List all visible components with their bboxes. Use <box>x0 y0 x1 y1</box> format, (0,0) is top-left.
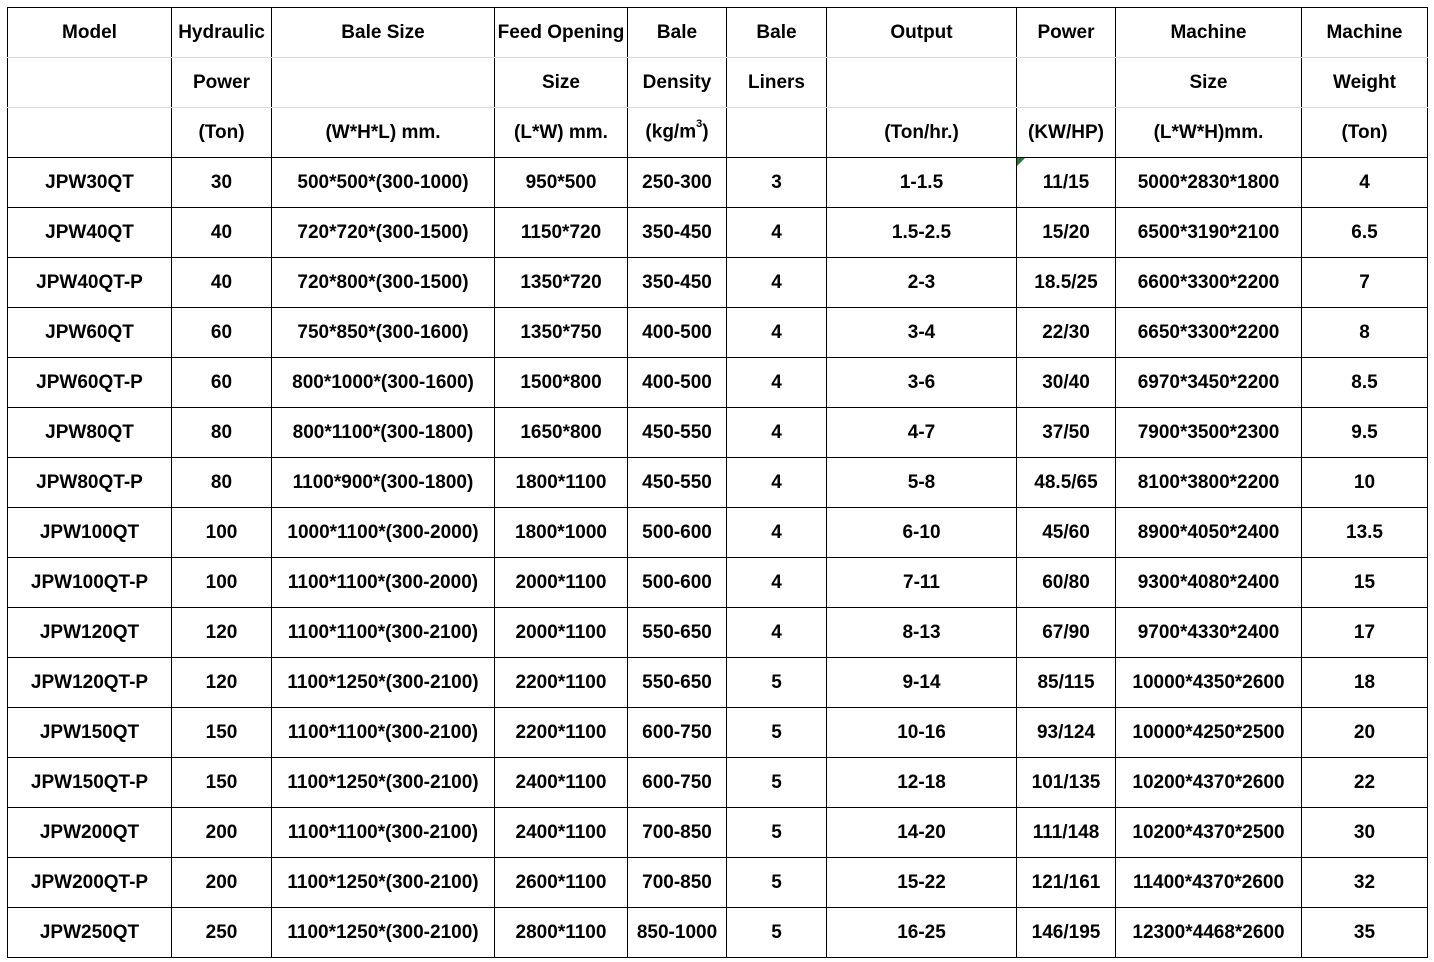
cell-output: 3-4 <box>827 308 1017 358</box>
cell-bale-liners: 3 <box>727 158 827 208</box>
header-text: Hydraulic <box>178 21 265 43</box>
header-cell-machine-size <box>1116 8 1302 58</box>
cell-hydraulic-power: 80 <box>172 408 272 458</box>
header-cell-bale-size <box>272 108 495 158</box>
cell-machine-weight: 15 <box>1302 558 1428 608</box>
cell-bale-size: 720*800*(300-1500) <box>272 258 495 308</box>
cell-machine-weight: 7 <box>1302 258 1428 308</box>
header-row <box>8 58 1428 108</box>
cell-machine-size: 9700*4330*2400 <box>1116 608 1302 658</box>
header-cell-feed-opening-size <box>495 108 628 158</box>
header-cell-power <box>1017 58 1116 108</box>
cell-bale-size: 1100*1100*(300-2000) <box>272 558 495 608</box>
header-cell-feed-opening-size <box>495 58 628 108</box>
header-text: Bale <box>656 21 698 43</box>
header-text: (KW/HP) <box>1028 121 1104 143</box>
cell-bale-liners: 4 <box>727 608 827 658</box>
table-row <box>8 808 1428 858</box>
cell-machine-size: 10000*4250*2500 <box>1116 708 1302 758</box>
header-text: (L*W*H)mm. <box>1153 121 1264 143</box>
table-row <box>8 708 1428 758</box>
cell-hydraulic-power: 100 <box>172 508 272 558</box>
cell-machine-size: 12300*4468*2600 <box>1116 908 1302 958</box>
cell-bale-liners: 4 <box>727 258 827 308</box>
header-text: Weight <box>1333 71 1396 93</box>
cell-machine-weight: 18 <box>1302 658 1428 708</box>
cell-feed-opening-size: 2200*1100 <box>495 658 628 708</box>
table-row <box>8 908 1428 958</box>
cell-hydraulic-power: 200 <box>172 858 272 908</box>
cell-output: 7-11 <box>827 558 1017 608</box>
cell-model: JPW60QT-P <box>8 358 172 408</box>
cell-machine-size: 6600*3300*2200 <box>1116 258 1302 308</box>
cell-bale-liners: 4 <box>727 308 827 358</box>
cell-machine-size: 10200*4370*2500 <box>1116 808 1302 858</box>
cell-power: 30/40 <box>1017 358 1116 408</box>
cell-power: 93/124 <box>1017 708 1116 758</box>
cell-feed-opening-size: 1150*720 <box>495 208 628 258</box>
header-cell-bale-liners <box>727 58 827 108</box>
table-row <box>8 208 1428 258</box>
cell-feed-opening-size: 1800*1100 <box>495 458 628 508</box>
header-cell-model <box>8 108 172 158</box>
header-text: Size <box>1189 71 1228 93</box>
cell-output: 16-25 <box>827 908 1017 958</box>
table-row <box>8 558 1428 608</box>
header-text: Model <box>62 21 117 43</box>
cell-power: 101/135 <box>1017 758 1116 808</box>
cell-bale-liners: 5 <box>727 658 827 708</box>
cell-model: JPW150QT <box>8 708 172 758</box>
cell-power: 48.5/65 <box>1017 458 1116 508</box>
cell-power: 121/161 <box>1017 858 1116 908</box>
cell-output: 9-14 <box>827 658 1017 708</box>
cell-machine-weight: 9.5 <box>1302 408 1428 458</box>
cell-hydraulic-power: 30 <box>172 158 272 208</box>
cell-output: 1.5-2.5 <box>827 208 1017 258</box>
cell-bale-liners: 5 <box>727 758 827 808</box>
cell-output: 3-6 <box>827 358 1017 408</box>
header-cell-hydraulic-power <box>172 108 272 158</box>
cell-model: JPW80QT-P <box>8 458 172 508</box>
cell-model: JPW100QT-P <box>8 558 172 608</box>
header-text: Machine <box>1326 21 1403 43</box>
cell-hydraulic-power: 60 <box>172 358 272 408</box>
header-text: Output <box>890 21 953 43</box>
cell-power: 146/195 <box>1017 908 1116 958</box>
cell-bale-density: 600-750 <box>628 758 727 808</box>
cell-bale-density: 600-750 <box>628 708 727 758</box>
cell-feed-opening-size: 2200*1100 <box>495 708 628 758</box>
header-cell-hydraulic-power <box>172 58 272 108</box>
header-cell-machine-size <box>1116 108 1302 158</box>
cell-bale-size: 1100*1100*(300-2100) <box>272 708 495 758</box>
table-row <box>8 608 1428 658</box>
cell-bale-density: 550-650 <box>628 658 727 708</box>
cell-bale-density: 850-1000 <box>628 908 727 958</box>
cell-model: JPW40QT-P <box>8 258 172 308</box>
cell-machine-weight: 30 <box>1302 808 1428 858</box>
cell-bale-density: 500-600 <box>628 558 727 608</box>
header-text: Bale <box>756 21 797 43</box>
cell-model: JPW80QT <box>8 408 172 458</box>
header-text: (Ton/hr.) <box>884 121 959 143</box>
table-row <box>8 308 1428 358</box>
header-cell-machine-weight <box>1302 108 1428 158</box>
cell-power: 11/15 <box>1017 158 1116 208</box>
header-row <box>8 8 1428 58</box>
cell-bale-density: 700-850 <box>628 808 727 858</box>
cell-machine-weight: 20 <box>1302 708 1428 758</box>
header-text: Size <box>541 71 581 93</box>
header-text: Bale Size <box>341 21 425 43</box>
cell-power: 67/90 <box>1017 608 1116 658</box>
cell-bale-density: 350-450 <box>628 208 727 258</box>
cell-feed-opening-size: 1350*750 <box>495 308 628 358</box>
header-text: Liners <box>747 71 806 93</box>
cell-machine-size: 6650*3300*2200 <box>1116 308 1302 358</box>
table-row <box>8 508 1428 558</box>
cell-output: 8-13 <box>827 608 1017 658</box>
cell-bale-liners: 4 <box>727 208 827 258</box>
header-cell-model <box>8 8 172 58</box>
cell-machine-weight: 17 <box>1302 608 1428 658</box>
cell-machine-weight: 6.5 <box>1302 208 1428 258</box>
cell-machine-weight: 35 <box>1302 908 1428 958</box>
cell-model: JPW150QT-P <box>8 758 172 808</box>
cell-model: JPW120QT-P <box>8 658 172 708</box>
cell-bale-density: 400-500 <box>628 308 727 358</box>
cell-output: 10-16 <box>827 708 1017 758</box>
cell-bale-liners: 4 <box>727 558 827 608</box>
cell-bale-size: 800*1100*(300-1800) <box>272 408 495 458</box>
header-cell-bale-liners <box>727 108 827 158</box>
cell-bale-size: 800*1000*(300-1600) <box>272 358 495 408</box>
cell-hydraulic-power: 150 <box>172 758 272 808</box>
header-cell-machine-weight <box>1302 58 1428 108</box>
cell-bale-liners: 4 <box>727 358 827 408</box>
cell-bale-size: 1100*1250*(300-2100) <box>272 658 495 708</box>
cell-output: 2-3 <box>827 258 1017 308</box>
table-row <box>8 858 1428 908</box>
cell-feed-opening-size: 1800*1000 <box>495 508 628 558</box>
cell-machine-weight: 8 <box>1302 308 1428 358</box>
cell-bale-size: 1100*1250*(300-2100) <box>272 858 495 908</box>
header-text: (Ton) <box>1341 121 1388 143</box>
header-text: Power <box>1037 21 1095 43</box>
unit-close-paren: ) <box>702 121 709 143</box>
cell-bale-liners: 5 <box>727 908 827 958</box>
cell-machine-size: 6970*3450*2200 <box>1116 358 1302 408</box>
cell-output: 6-10 <box>827 508 1017 558</box>
cell-bale-liners: 4 <box>727 408 827 458</box>
cell-machine-weight: 22 <box>1302 758 1428 808</box>
cell-hydraulic-power: 80 <box>172 458 272 508</box>
cell-machine-size: 8900*4050*2400 <box>1116 508 1302 558</box>
header-cell-bale-size <box>272 58 495 108</box>
cell-bale-density: 700-850 <box>628 858 727 908</box>
cell-bale-density: 400-500 <box>628 358 727 408</box>
cell-bale-density: 450-550 <box>628 408 727 458</box>
unit-superscript: 3 <box>696 118 703 131</box>
spec-table <box>7 7 1428 958</box>
cell-output: 14-20 <box>827 808 1017 858</box>
header-text: (Ton) <box>198 121 245 143</box>
cell-power: 15/20 <box>1017 208 1116 258</box>
cell-machine-weight: 13.5 <box>1302 508 1428 558</box>
cell-model: JPW30QT <box>8 158 172 208</box>
header-text: Machine <box>1170 21 1247 43</box>
header-row <box>8 108 1428 158</box>
cell-model: JPW100QT <box>8 508 172 558</box>
header-cell-bale-density <box>628 8 727 58</box>
cell-power: 85/115 <box>1017 658 1116 708</box>
header-text: (L*W) mm. <box>514 121 608 143</box>
cell-feed-opening-size: 2800*1100 <box>495 908 628 958</box>
header-cell-model <box>8 58 172 108</box>
cell-feed-opening-size: 2400*1100 <box>495 808 628 858</box>
header-cell-bale-liners <box>727 8 827 58</box>
cell-feed-opening-size: 2600*1100 <box>495 858 628 908</box>
cell-machine-size: 10000*4350*2600 <box>1116 658 1302 708</box>
cell-power: 37/50 <box>1017 408 1116 458</box>
cell-machine-weight: 32 <box>1302 858 1428 908</box>
header-cell-hydraulic-power <box>172 8 272 58</box>
cell-bale-liners: 4 <box>727 508 827 558</box>
cell-hydraulic-power: 100 <box>172 558 272 608</box>
cell-output: 15-22 <box>827 858 1017 908</box>
cell-feed-opening-size: 2400*1100 <box>495 758 628 808</box>
cell-machine-size: 7900*3500*2300 <box>1116 408 1302 458</box>
cell-bale-density: 250-300 <box>628 158 727 208</box>
cell-feed-opening-size: 2000*1100 <box>495 608 628 658</box>
cell-output: 1-1.5 <box>827 158 1017 208</box>
cell-hydraulic-power: 120 <box>172 608 272 658</box>
cell-bale-size: 1100*1250*(300-2100) <box>272 908 495 958</box>
cell-bale-liners: 5 <box>727 858 827 908</box>
cell-hydraulic-power: 40 <box>172 208 272 258</box>
header-cell-power <box>1017 108 1116 158</box>
cell-bale-size: 500*500*(300-1000) <box>272 158 495 208</box>
cell-hydraulic-power: 200 <box>172 808 272 858</box>
table-row <box>8 158 1428 208</box>
cell-bale-size: 720*720*(300-1500) <box>272 208 495 258</box>
cell-hydraulic-power: 150 <box>172 708 272 758</box>
header-cell-machine-size <box>1116 58 1302 108</box>
table-row <box>8 458 1428 508</box>
cell-machine-size: 8100*3800*2200 <box>1116 458 1302 508</box>
cell-model: JPW200QT <box>8 808 172 858</box>
table-row <box>8 358 1428 408</box>
header-cell-bale-size <box>272 8 495 58</box>
cell-machine-size: 9300*4080*2400 <box>1116 558 1302 608</box>
cell-bale-liners: 5 <box>727 808 827 858</box>
cell-machine-size: 10200*4370*2600 <box>1116 758 1302 808</box>
header-cell-bale-density <box>628 108 727 158</box>
cell-bale-size: 1000*1100*(300-2000) <box>272 508 495 558</box>
header-text: Density <box>642 71 712 93</box>
cell-hydraulic-power: 60 <box>172 308 272 358</box>
table-row <box>8 408 1428 458</box>
header-text: Power <box>192 71 251 93</box>
header-cell-feed-opening-size <box>495 8 628 58</box>
cell-output: 12-18 <box>827 758 1017 808</box>
cell-machine-size: 5000*2830*1800 <box>1116 158 1302 208</box>
cell-model: JPW120QT <box>8 608 172 658</box>
cell-hydraulic-power: 250 <box>172 908 272 958</box>
cell-bale-size: 750*850*(300-1600) <box>272 308 495 358</box>
cell-feed-opening-size: 1650*800 <box>495 408 628 458</box>
cell-hydraulic-power: 120 <box>172 658 272 708</box>
cell-hydraulic-power: 40 <box>172 258 272 308</box>
cell-power: 60/80 <box>1017 558 1116 608</box>
header-cell-output <box>827 58 1017 108</box>
cell-machine-size: 6500*3190*2100 <box>1116 208 1302 258</box>
cell-bale-density: 350-450 <box>628 258 727 308</box>
cell-power: 111/148 <box>1017 808 1116 858</box>
cell-bale-density: 550-650 <box>628 608 727 658</box>
cell-bale-density: 450-550 <box>628 458 727 508</box>
cell-power: 22/30 <box>1017 308 1116 358</box>
header-cell-power <box>1017 8 1116 58</box>
cell-model: JPW40QT <box>8 208 172 258</box>
cell-bale-size: 1100*900*(300-1800) <box>272 458 495 508</box>
cell-feed-opening-size: 950*500 <box>495 158 628 208</box>
table-row <box>8 258 1428 308</box>
cell-feed-opening-size: 2000*1100 <box>495 558 628 608</box>
table-row <box>8 758 1428 808</box>
cell-model: JPW60QT <box>8 308 172 358</box>
cell-bale-liners: 4 <box>727 458 827 508</box>
cell-machine-size: 11400*4370*2600 <box>1116 858 1302 908</box>
cell-model: JPW200QT-P <box>8 858 172 908</box>
header-cell-output <box>827 8 1017 58</box>
header-cell-machine-weight <box>1302 8 1428 58</box>
comment-indicator-icon <box>1017 158 1025 166</box>
cell-model: JPW250QT <box>8 908 172 958</box>
header-cell-bale-density <box>628 58 727 108</box>
cell-power: 45/60 <box>1017 508 1116 558</box>
cell-bale-size: 1100*1250*(300-2100) <box>272 758 495 808</box>
cell-bale-liners: 5 <box>727 708 827 758</box>
cell-machine-weight: 8.5 <box>1302 358 1428 408</box>
cell-feed-opening-size: 1350*720 <box>495 258 628 308</box>
header-cell-output <box>827 108 1017 158</box>
cell-machine-weight: 10 <box>1302 458 1428 508</box>
header-text: (kg/m <box>645 121 697 143</box>
cell-power: 18.5/25 <box>1017 258 1116 308</box>
cell-feed-opening-size: 1500*800 <box>495 358 628 408</box>
table-body <box>8 8 1428 958</box>
cell-bale-density: 500-600 <box>628 508 727 558</box>
header-text: (W*H*L) mm. <box>325 121 441 143</box>
table-row <box>8 658 1428 708</box>
cell-bale-size: 1100*1100*(300-2100) <box>272 808 495 858</box>
header-text: Feed Opening <box>497 21 625 43</box>
cell-machine-weight: 4 <box>1302 158 1428 208</box>
cell-output: 5-8 <box>827 458 1017 508</box>
cell-bale-size: 1100*1100*(300-2100) <box>272 608 495 658</box>
cell-output: 4-7 <box>827 408 1017 458</box>
